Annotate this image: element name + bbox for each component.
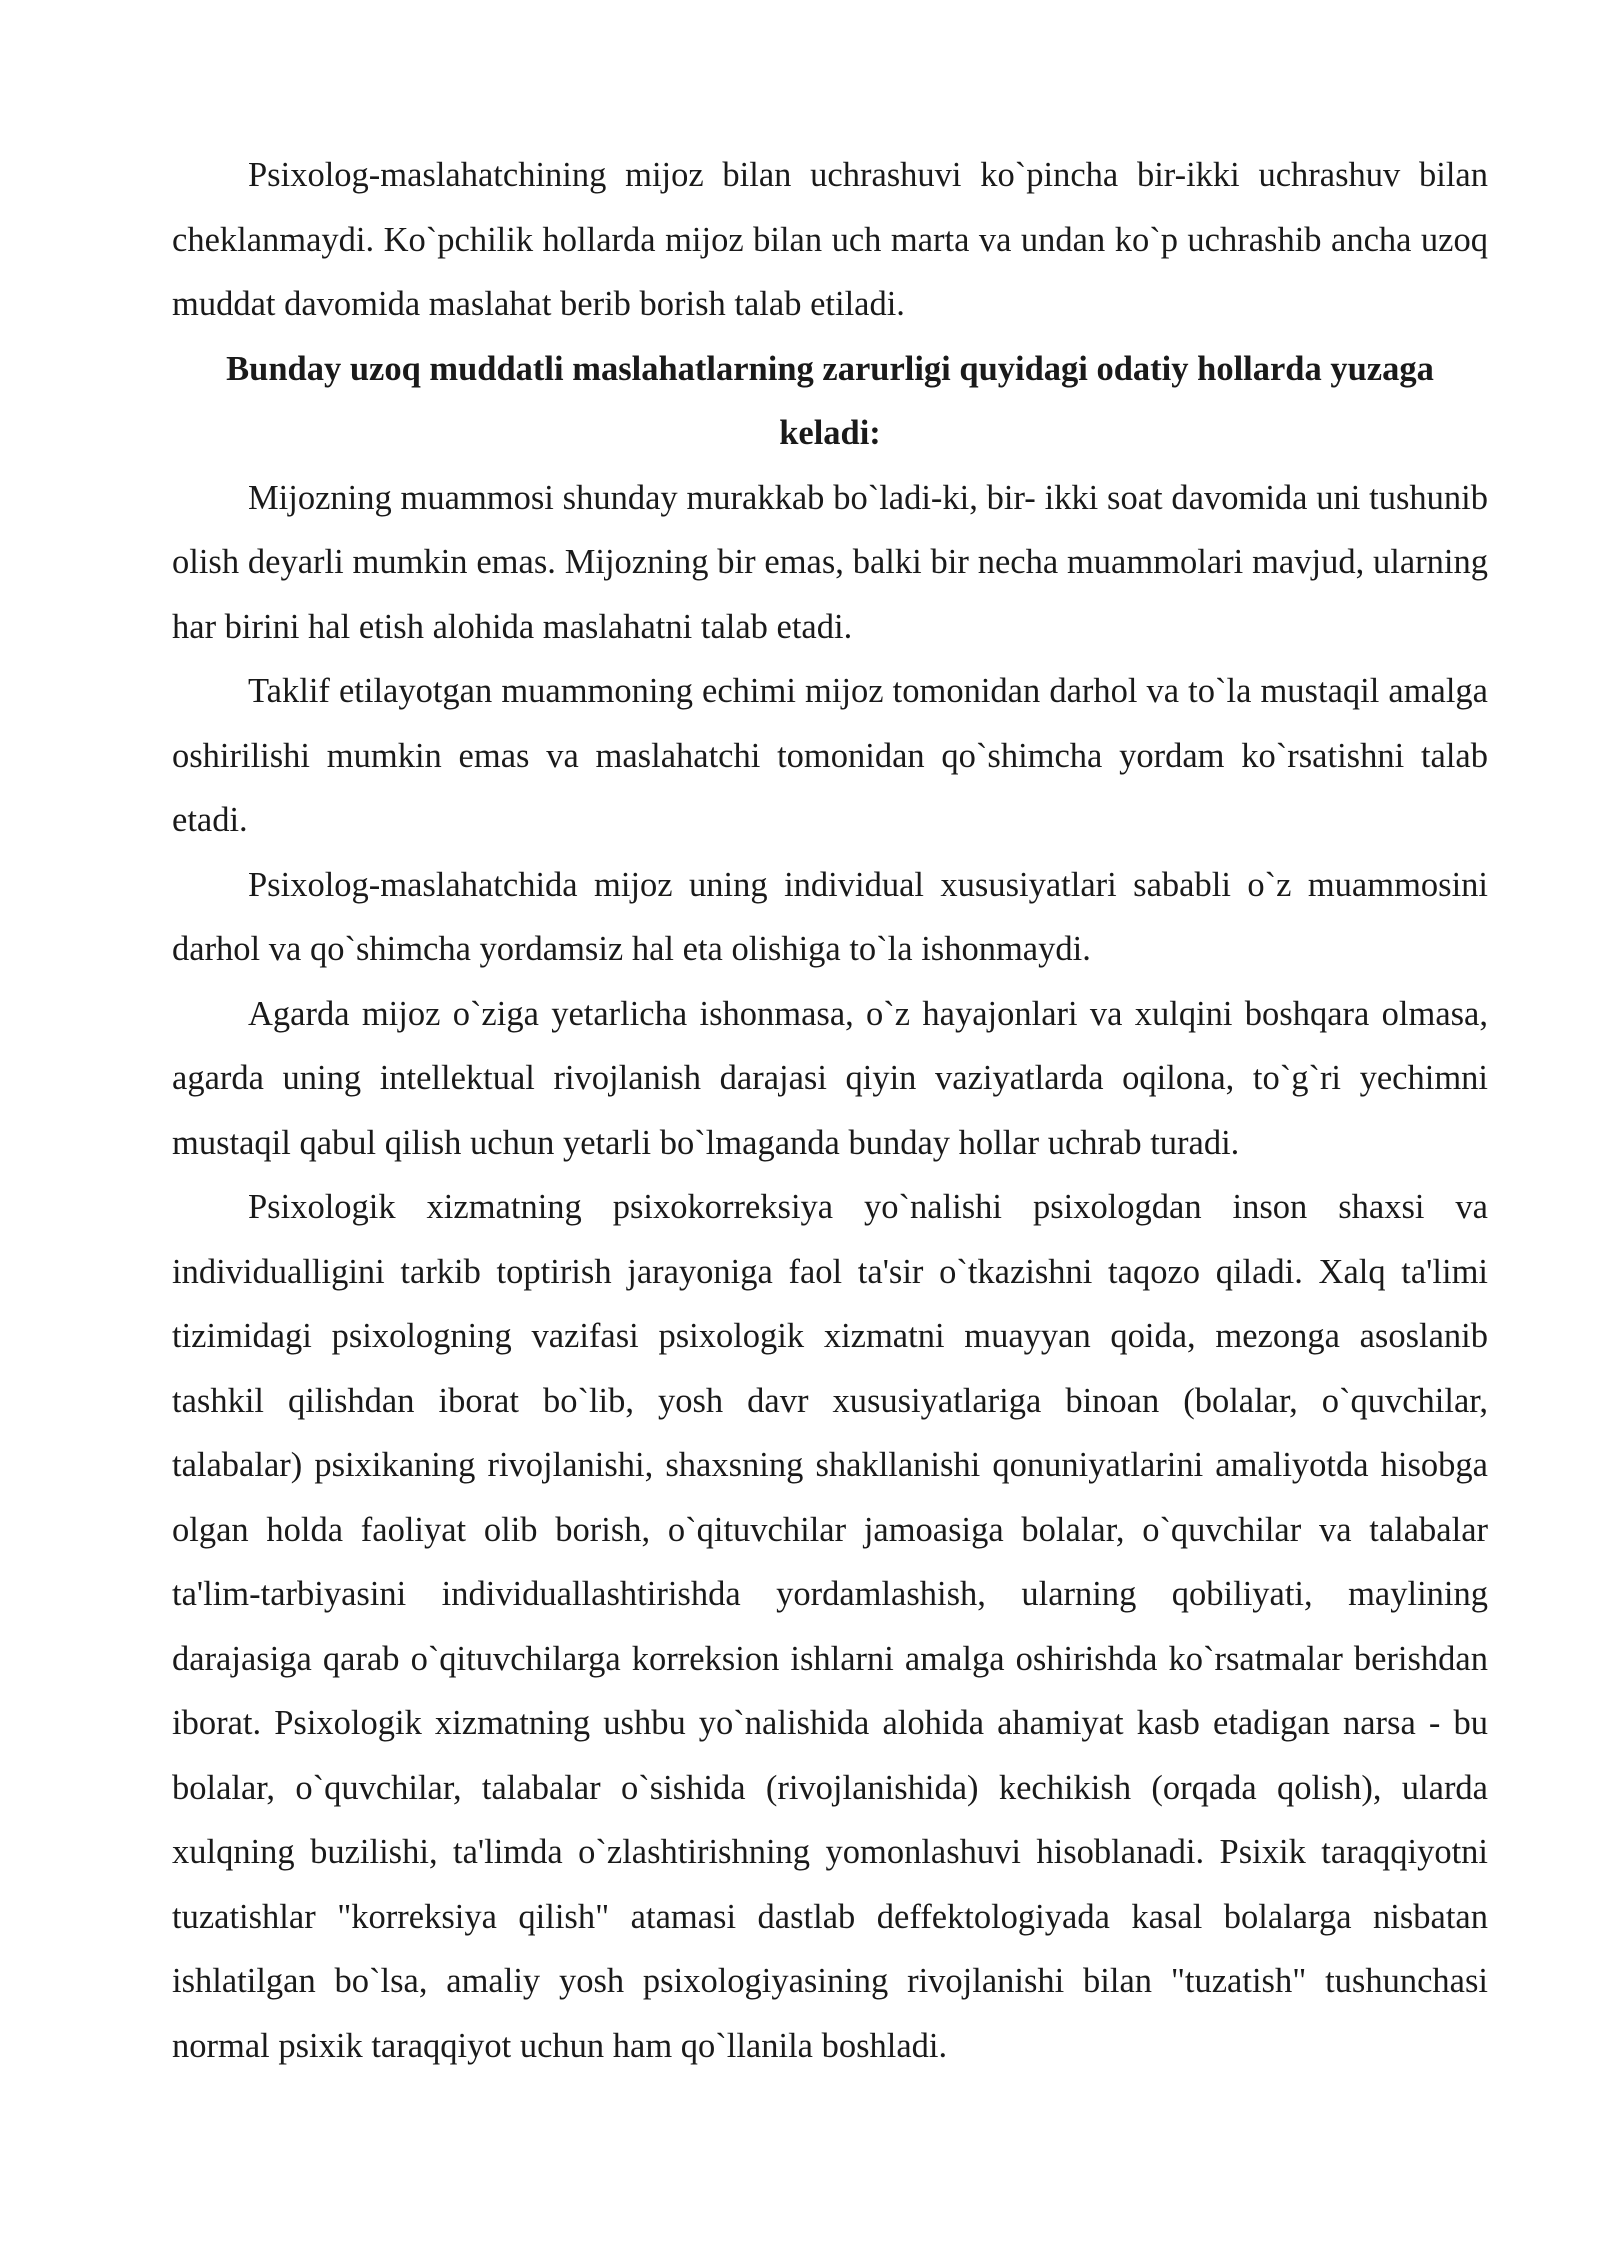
paragraph-psychocorrection: Psixologik xizmatning psixokorreksiya yo`nalishi psixologdan inson shaxsi va individualligini tarkib toptirish jarayoniga faol ta'sir o`tkazishni taqozo qiladi. Xalq ta'limi tizimidagi psixologning vazifasi psixologik xizmatni muayyan qoida, mezonga asoslanib tashkil qilishdan iborat bo`lib, yosh davr xususiyatlariga binoan (bolalar, o`quvchilar, talabalar) psixikaning rivojlanishi, shaxsning shakllanishi qonuniyatlarini amaliyotda hisobga olgan holda faoliyat olib borish, o`qituvchilar jamoasiga bolalar, o`quvchilar va talabalar ta'lim-tarbiyasini individuallashtirishda yordamlashish, ularning qobiliyati, maylining darajasiga qarab o`qituvchilarga korreksion ishlarni amalga oshirishda ko`rsatmalar berishdan iborat. Psixologik xizmatning ushbu yo`nalishida alohida ahamiyat kasb etadigan narsa - bu bolalar, o`quvchilar, talabalar o`sishida (rivojlanishida) kechikish (orqada qolish), ularda xulqning buzilishi, ta'limda o`zlashtirishning yomonlashuvi hisoblanadi. Psixik taraqqiyotni tuzatishlar "korreksiya qilish" atamasi dastlab deffektologiyada kasal bolalarga nisbatan ishlatilgan bo`lsa, amaliy yosh psixologiyasining rivojlanishi bilan "tuzatish" tushunchasi normal psixik taraqqiyot uchun ham qo`llanila boshladi. <box>172 1188 1488 2065</box>
document-page <box>172 143 1488 2078</box>
paragraph-complex-problem: Mijozning muammosi shunday murakkab bo`ladi-ki, bir- ikki soat davomida uni tushunib olish deyarli mumkin emas. Mijozning bir emas, balki bir necha muammolari mavjud, ularning har birini hal etish alohida maslahatni talab etadi. <box>172 478 1488 646</box>
paragraph-client-confidence: Psixolog-maslahatchida mijoz uning individual xususiyatlari sababli o`z muammosini darhol va qo`shimcha yordamsiz hal eta olishiga to`la ishonmaydi. <box>172 865 1488 968</box>
paragraph-additional-help: Taklif etilayotgan muammoning echimi mijoz tomonidan darhol va to`la mustaqil amalga oshirilishi mumkin emas va maslahatchi tomonidan qo`shimcha yordam ko`rsatishni talab etadi. <box>172 672 1488 839</box>
paragraph-intro: Psixolog-maslahatchining mijoz bilan uchrashuvi ko`pincha bir-ikki uchrashuv bilan cheklanmaydi. Ko`pchilik hollarda mijoz bilan uch marta va undan ko`p uchrashib ancha uzoq muddat davomida maslahat berib borish talab etiladi. <box>172 156 1488 323</box>
section-heading: Bunday uzoq muddatli maslahatlarning zarurligi quyidagi odatiy hollarda yuzaga keladi: <box>226 349 1434 452</box>
paragraph-self-doubt: Agarda mijoz o`ziga yetarlicha ishonmasa, o`z hayajonlari va xulqini boshqara olmasa, agarda uning intellektual rivojlanish darajasi qiyin vaziyatlarda oqilona, to`g`ri yechimni mustaqil qabul qilish uchun yetarli bo`lmaganda bunday hollar uchrab turadi. <box>172 994 1488 1162</box>
